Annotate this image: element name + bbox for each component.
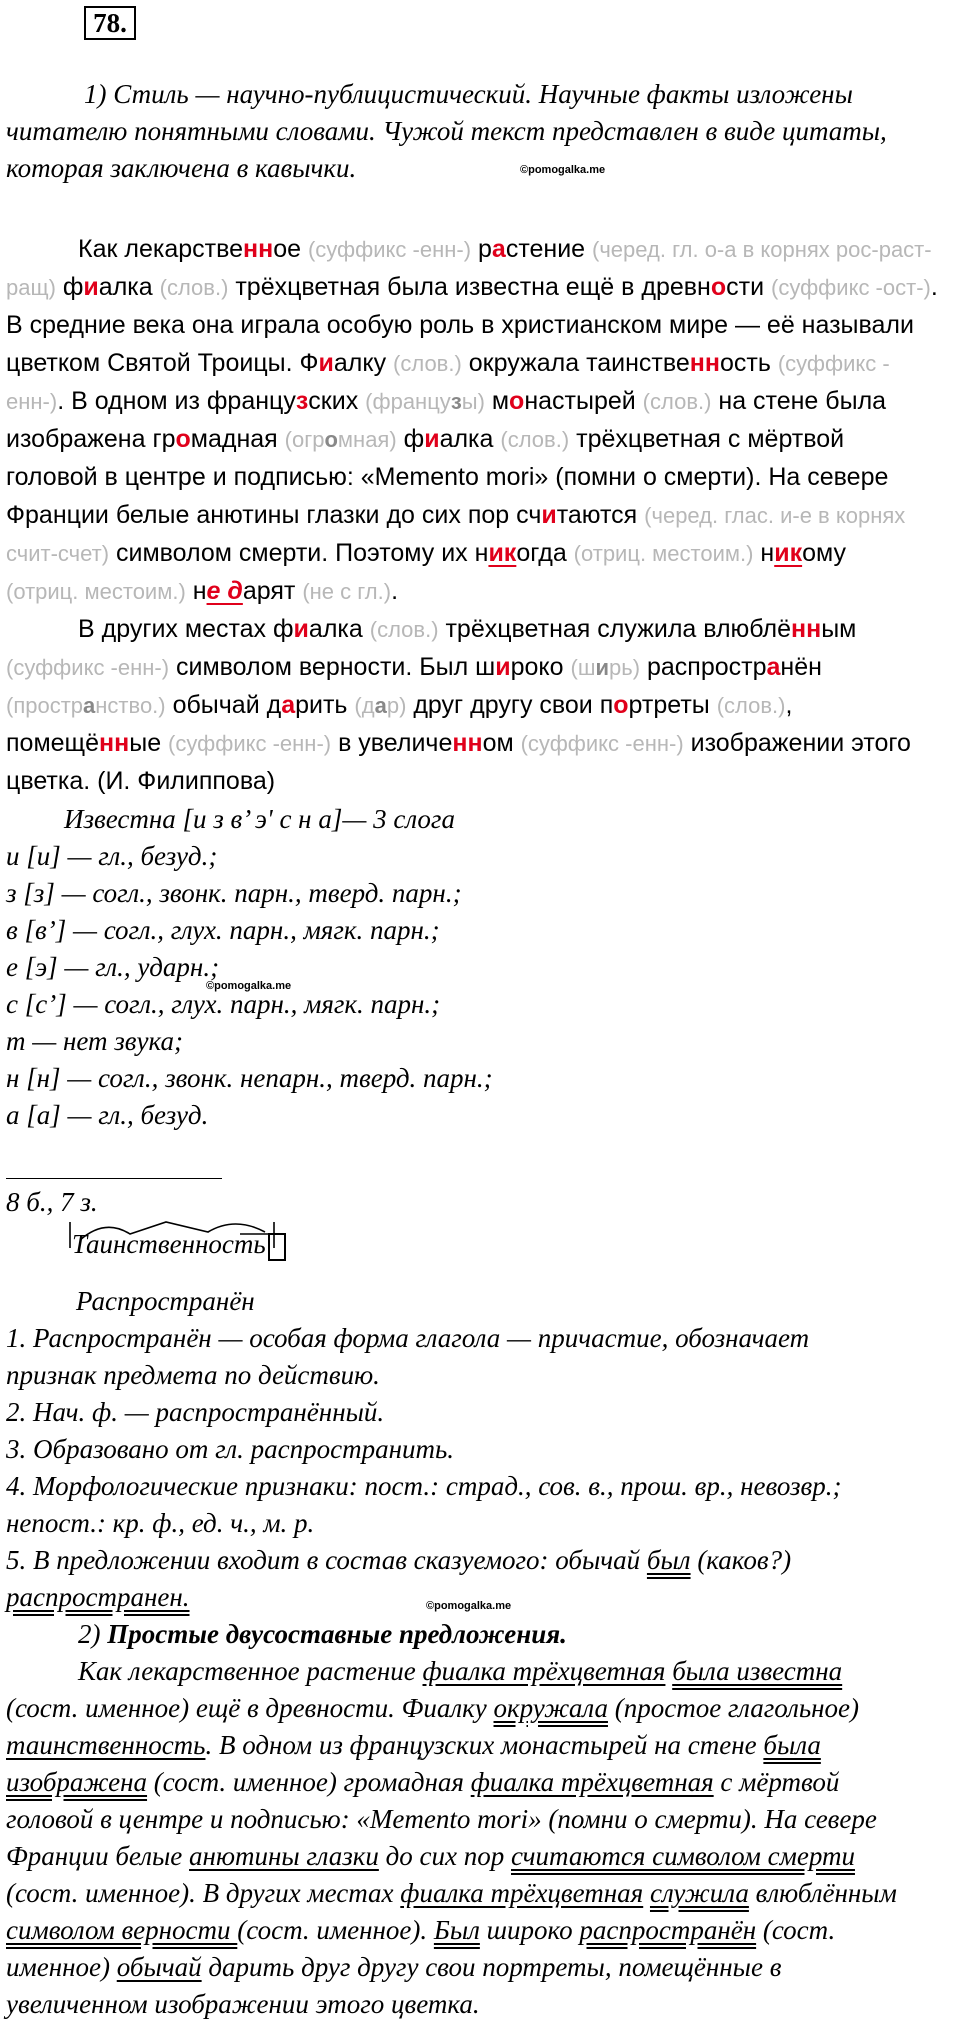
phonetic-row: е [э] — гл., ударн.; xyxy=(6,952,220,982)
morph-line: 5. В предложении входит в состав сказуемого: обычай был (каков?) xyxy=(6,1545,792,1575)
morph-line: 2. Нач. ф. — распространённый. xyxy=(6,1397,385,1427)
syntax-line: изображена (сост. именное) громадная фиалка трёхцветная с мёртвой xyxy=(6,1767,840,1797)
syntax-line: именное) обычай дарить друг другу свои портреты, помещённые в xyxy=(6,1952,782,1982)
text-line: Франции белые анютины глазки до сих пор считаются (черед. глас. и-е в корнях xyxy=(6,501,906,529)
text-line: головой в центре и подписью: «Memento mori» (помни о смерти). На севере xyxy=(6,463,889,491)
watermark: ©pomogalka.me xyxy=(206,980,292,992)
morph-line: 1. Распространён — особая форма глагола — причастие, обозначает xyxy=(6,1323,810,1353)
text-line: Как лекарственное (суффикс -енн-) растение (черед. гл. о-а в корнях рос-раст- xyxy=(78,235,932,263)
text-line: (суффикс -енн-) символом верности. Был широко (ширь) распространён xyxy=(6,653,822,681)
phonetic-header: Известна [и з в’ э' с н а]— 3 слога xyxy=(64,804,455,834)
ending-box xyxy=(268,1233,286,1261)
syntax-line: таинственность. В одном из французских монастырей на стене была xyxy=(6,1730,821,1760)
morph-title: Распространён xyxy=(76,1286,255,1316)
morph-line: 4. Морфологические признаки: пост.: страд., сов. в., прош. вр., невозвр.; xyxy=(6,1471,842,1501)
text-line: цветком Святой Троицы. Фиалку (слов.) окружала таинственность (суффикс - xyxy=(6,349,890,377)
phonetic-row: т — нет звука; xyxy=(6,1026,183,1056)
text-line: В других местах фиалка (слов.) трёхцветная служила влюблённым xyxy=(78,615,857,643)
text-line: счит-счет) символом смерти. Поэтому их никогда (отриц. местоим.) никому xyxy=(6,539,846,567)
phonetic-summary: 8 б., 7 з. xyxy=(6,1187,98,1217)
divider-line xyxy=(6,1178,222,1179)
morph-line: распространен. xyxy=(6,1582,190,1612)
intro-line: читателю понятными словами. Чужой текст представлен в виде цитаты, xyxy=(6,116,887,146)
phonetic-row: в [в’] — согл., глух. парн., мягк. парн.; xyxy=(6,915,440,945)
syntax-line: Как лекарственное растение фиалка трёхцветная была известна xyxy=(78,1656,843,1686)
morpheme-word: Таинственность xyxy=(72,1228,286,1261)
task-number-box: 78. xyxy=(84,6,136,40)
text-line: помещённые (суффикс -енн-) в увеличенном (суффикс -енн-) изображении этого xyxy=(6,729,911,757)
watermark: ©pomogalka.me xyxy=(426,1600,512,1612)
phonetic-row: н [н] — согл., звонк. непарн., тверд. парн.; xyxy=(6,1063,493,1093)
text-line: В средние века она играла особую роль в христианском мире — её называли xyxy=(6,311,914,339)
morph-line: 3. Образовано от гл. распространить. xyxy=(6,1434,455,1464)
syntax-line: Франции белые анютины глазки до сих пор считаются символом смерти xyxy=(6,1841,855,1871)
watermark: ©pomogalka.me xyxy=(520,164,606,176)
syntax-line: увеличенном изображении этого цветка. xyxy=(6,1989,480,2019)
phonetic-row: и [и] — гл., безуд.; xyxy=(6,841,218,871)
intro-line: 1) Стиль — научно-публицистический. Научные факты изложены xyxy=(84,79,853,109)
syntax-line: (сост. именное) ещё в древности. Фиалку окружала (простое глагольное) xyxy=(6,1693,859,1723)
part2-heading: 2) Простые двусоставные предложения. xyxy=(78,1619,567,1649)
text-line: изображена громадная (огромная) фиалка (слов.) трёхцветная с мёртвой xyxy=(6,425,845,453)
text-line: енн-). В одном из французских (французы) монастырей (слов.) на стене была xyxy=(6,387,887,415)
phonetic-row: а [а] — гл., безуд. xyxy=(6,1100,209,1130)
text-line: ращ) фиалка (слов.) трёхцветная была известна ещё в древности (суффикс -ост-). xyxy=(6,273,938,301)
text-line: (отриц. местоим.) не дарят (не с гл.). xyxy=(6,577,399,605)
phonetic-row: с [с’] — согл., глух. парн., мягк. парн.; xyxy=(6,989,441,1019)
morph-line: непост.: кр. ф., ед. ч., м. р. xyxy=(6,1508,315,1538)
intro-line: которая заключена в кавычки. xyxy=(6,153,357,183)
morph-line: признак предмета по действию. xyxy=(6,1360,380,1390)
phonetic-row: з [з] — согл., звонк. парн., тверд. парн.; xyxy=(6,878,462,908)
syntax-line: (сост. именное). В других местах фиалка трёхцветная служила влюблённым xyxy=(6,1878,897,1908)
text-line: (пространство.) обычай дарить (дар) друг другу свои портреты (слов.), xyxy=(6,691,793,719)
text-line: цветка. (И. Филиппова) xyxy=(6,767,276,795)
syntax-line: символом верности (сост. именное). Был широко распространён (сост. xyxy=(6,1915,836,1945)
syntax-line: головой в центре и подписью: «Memento mori» (помни о смерти). На севере xyxy=(6,1804,877,1834)
